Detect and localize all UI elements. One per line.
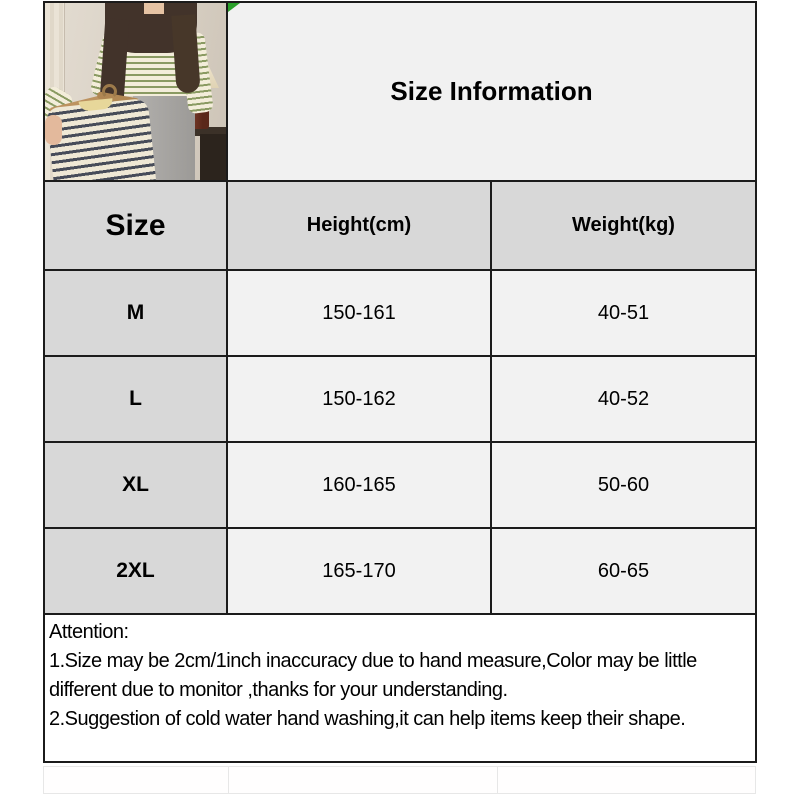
page-title: Size Information: [390, 76, 593, 106]
empty-cell: [43, 766, 229, 794]
column-header-height: Height(cm): [228, 182, 490, 269]
empty-sheet-row: [43, 766, 757, 794]
column-header-size: Size: [45, 182, 226, 269]
cell-error-marker-icon: [228, 3, 240, 12]
size-label-xl: XL: [45, 443, 226, 527]
attention-line-2: different due to monitor ,thanks for your understanding.: [49, 679, 508, 701]
attention-note: [45, 615, 755, 761]
attention-line-3: 2.Suggestion of cold water hand washing,it can help items keep their shape.: [49, 708, 686, 730]
empty-cell: [228, 766, 498, 794]
empty-cell: [497, 766, 756, 794]
weight-value-m: 40-51: [492, 271, 755, 355]
size-chart-sheet: [43, 1, 757, 763]
column-header-weight: Weight(kg): [492, 182, 755, 269]
navy-striped-shirt: [46, 98, 156, 180]
size-label-m: M: [45, 271, 226, 355]
model-hand: [45, 115, 62, 145]
product-photo: [45, 3, 226, 180]
side-table-front: [200, 134, 226, 180]
model-neck: [144, 3, 164, 14]
hanger-hook: [102, 84, 117, 99]
attention-line-1: 1.Size may be 2cm/1inch inaccuracy due to hand measure,Color may be little: [49, 650, 697, 672]
weight-value-xl: 50-60: [492, 443, 755, 527]
height-value-m: 150-161: [228, 271, 490, 355]
weight-value-2xl: 60-65: [492, 529, 755, 613]
weight-value-l: 40-52: [492, 357, 755, 441]
size-information-title-cell: [228, 3, 755, 180]
height-value-xl: 160-165: [228, 443, 490, 527]
height-value-l: 150-162: [228, 357, 490, 441]
height-value-2xl: 165-170: [228, 529, 490, 613]
size-label-2xl: 2XL: [45, 529, 226, 613]
size-label-l: L: [45, 357, 226, 441]
attention-heading: Attention:: [49, 621, 129, 643]
